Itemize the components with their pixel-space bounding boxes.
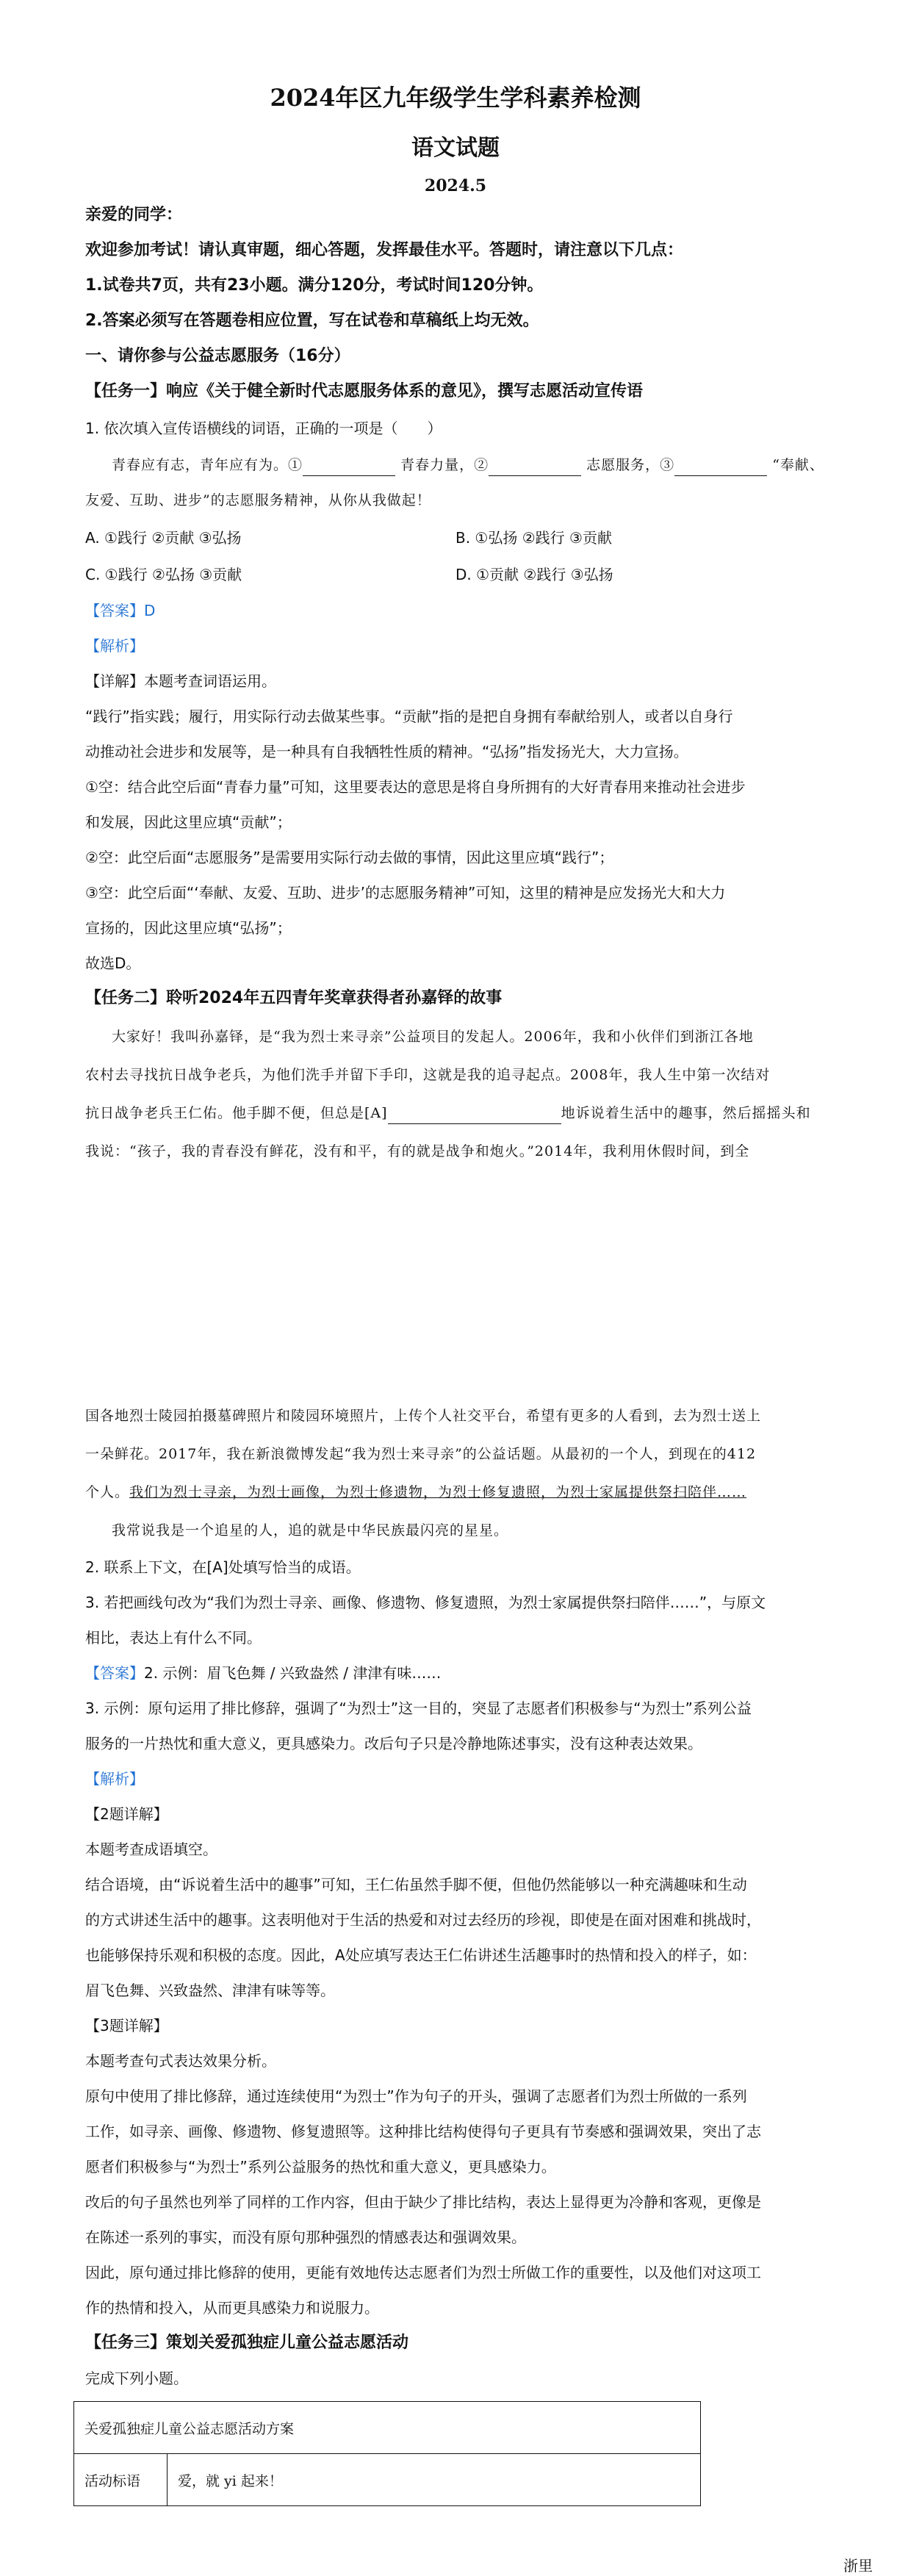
task3-instruction: 完成下列小题。 [85, 2370, 188, 2387]
detail-3-line1: 本题考查句式表达效果分析。 [85, 2052, 276, 2070]
question-3-line1: 3. 若把画线句改为“我们为烈士寻亲、画像、修遗物、修复遗照，为烈士家属提供祭扫陪伴……”，与原文 [85, 1594, 766, 1611]
detail-3-line5: 改后的句子虽然也列举了同样的工作内容，但由于缺少了排比结构，表达上显得更为冷静和客观，更像是 [85, 2193, 761, 2211]
task1-detail-2: “践行”指实践；履行，用实际行动去做某些事。“贡献”指的是把自身拥有奉献给别人，或者以自身行 [85, 708, 733, 725]
exam-title: 2024年区九年级学生学科素养检测 [270, 84, 641, 112]
rule-1: 1.试卷共7页，共有23小题。满分120分，考试时间120分钟。 [85, 276, 544, 295]
detail-3-line2: 原句中使用了排比修辞，通过连续使用“为烈士”作为句子的开头，强调了志愿者们为烈士所做的一系列 [85, 2087, 747, 2105]
slogan-passage-line2: 友爱、互助、进步”的志愿服务精神，从你从我做起！ [85, 492, 431, 508]
task2-answer-text: 2. 示例：眉飞色舞 / 兴致盎然 / 津津有味…… [144, 1664, 442, 1682]
detail-3-line6: 在陈述一系列的事实，而没有原句那种强烈的情感表达和强调效果。 [85, 2228, 526, 2246]
task1-detail-1: 【详解】本题考查词语运用。 [85, 672, 276, 690]
story-line-8: 我常说我是一个追星的人，追的就是中华民族最闪亮的星星。 [112, 1522, 509, 1539]
task1-detail-5: 和发展，因此这里应填“贡献”； [85, 813, 292, 831]
passage-part-1: 青春应有志，青年应有为。① [112, 457, 303, 473]
option-a: A. ①践行 ②贡献 ③弘扬 [85, 529, 242, 547]
question-3-line2: 相比，表达上有什么不同。 [85, 1629, 262, 1647]
task1-detail-9: 故选D。 [85, 954, 141, 972]
blank-3 [674, 459, 767, 476]
section-heading: 一、请你参与公益志愿服务（16分） [85, 347, 350, 365]
question-2: 2. 联系上下文，在[A]处填写恰当的成语。 [85, 1558, 361, 1576]
story-line-7a: 个人。 [85, 1484, 130, 1500]
passage-part-4: “奉献、 [772, 457, 824, 473]
task1-answer: 【答案】D [85, 602, 156, 619]
task2-answer-label: 【答案】 [85, 1664, 144, 1682]
detail-3-line3: 工作，如寻亲、画像、修遗物、修复遗照等。这种排比结构使得句子更具有节奏感和强调效果，突出了志 [85, 2123, 761, 2140]
exam-subtitle: 语文试题 [411, 135, 500, 161]
task1-detail-4: ①空：结合此空后面“青春力量”可知，这里要表达的意思是将自身所拥有的大好青春用来推动社会进步 [85, 778, 746, 796]
story-line-7 [85, 1481, 860, 1503]
story-line-2: 农村去寻找抗日战争老兵，为他们洗手并留下手印，这就是我的追寻起点。2008年，我人生中第一次结对 [85, 1067, 771, 1083]
task3-title: 【任务三】策划关爱孤独症儿童公益志愿活动 [85, 2334, 409, 2352]
answer-3-line1: 3. 示例：原句运用了排比修辞，强调了“为烈士”这一目的，突显了志愿者们积极参与“为烈士”系列公益 [85, 1699, 752, 1717]
task1-analysis-tag: 【解析】 [85, 637, 144, 655]
blank-2 [489, 459, 581, 476]
task1-detail-6: ②空：此空后面“志愿服务”是需要用实际行动去做的事情，因此这里应填“践行”； [85, 849, 614, 866]
plan-table-title: 关爱孤独症儿童公益志愿活动方案 [74, 2402, 701, 2454]
task2-title: 【任务二】聆听2024年五四青年奖章获得者孙嘉铎的故事 [85, 989, 503, 1007]
answer-3-line2: 服务的一片热忱和重大意义，更具感染力。改后句子只是冷静地陈述事实，没有这种表达效果。 [85, 1735, 702, 1752]
story-line-5: 国各地烈士陵园拍摄墓碑照片和陵园环境照片，上传个人社交平台，希望有更多的人看到，去为烈士送上 [85, 1408, 762, 1424]
exam-date: 2024.5 [424, 176, 487, 195]
detail-2-line1: 本题考查成语填空。 [85, 1841, 217, 1858]
task1-title: 【任务一】响应《关于健全新时代志愿服务体系的意见》，撰写志愿活动宣传语 [85, 382, 644, 400]
option-d: D. ①贡献 ②践行 ③弘扬 [455, 566, 613, 583]
detail-2-line3: 的方式讲述生活中的趣事。这表明他对于生活的热爱和对过去经历的珍视，即使是在面对困难和挑战时， [85, 1911, 761, 1929]
passage-part-3: 志愿服务，③ [586, 457, 675, 473]
greeting: 亲爱的同学： [85, 206, 183, 224]
task2-analysis-tag: 【解析】 [85, 1770, 144, 1788]
task1-detail-3: 动推动社会进步和发展等，是一种具有自我牺牲性质的精神。“弘扬”指发扬光大，大力宣扬。 [85, 743, 688, 760]
table-row [74, 2402, 701, 2454]
rule-2: 2.答案必须写在答题卷相应位置，写在试卷和草稿纸上均无效。 [85, 312, 539, 330]
blank-1 [303, 459, 395, 476]
passage-part-2: 青春力量，② [400, 457, 489, 473]
detail-2-line4: 也能够保持乐观和积极的态度。因此，A处应填写表达王仁佑讲述生活趣事时的热情和投入的样子，如： [85, 1946, 757, 1964]
detail-2-line5: 眉飞色舞、兴致盎然、津津有味等等。 [85, 1982, 335, 1999]
story-line-1: 大家好！我叫孙嘉铎，是“我为烈士来寻亲”公益项目的发起人。2006年，我和小伙伴们到浙江各地 [112, 1029, 754, 1045]
option-c: C. ①践行 ②弘扬 ③贡献 [85, 566, 242, 583]
table-row [74, 2454, 701, 2506]
task1-detail-8: 宣扬的，因此这里应填“弘扬”； [85, 919, 292, 937]
task1-detail-7: ③空：此空后面“‘奉献、友爱、互助、进步’的志愿服务精神”可知，这里的精神是应发扬光大和大力 [85, 884, 726, 902]
slogan-value-cell: 爱，就 yi 起来！ [168, 2454, 701, 2506]
detail-3-tag: 【3题详解】 [85, 2017, 168, 2034]
story-line-3b: 地诉说着生活中的趣事，然后摇摇头和 [561, 1105, 811, 1121]
story-line-3a: 抗日战争老兵王仁佑。他手脚不便，但总是[A] [85, 1105, 388, 1121]
blank-a [388, 1107, 561, 1124]
detail-3-line7: 因此，原句通过排比修辞的使用，更能有效地传达志愿者们为烈士所做工作的重要性，以及他们对这项工 [85, 2264, 761, 2281]
detail-2-line2: 结合语境，由“诉说着生活中的趣事”可知，王仁佑虽然手脚不便，但他仍然能够以一种充满趣味和生动 [85, 1876, 747, 1893]
slogan-passage-line1 [112, 454, 860, 476]
option-b: B. ①弘扬 ②践行 ③贡献 [455, 529, 612, 547]
activity-plan-table [73, 2401, 701, 2506]
story-line-4: 我说：“孩子，我的青春没有鲜花，没有和平，有的就是战争和炮火。”2014年，我利用休假时间，到全 [85, 1143, 750, 1159]
task2-answer [85, 1662, 860, 1684]
detail-3-line4: 愿者们积极参与“为烈士”系列公益服务的热忱和重大意义，更具感染力。 [85, 2158, 556, 2176]
underlined-sentence: 我们为烈士寻亲，为烈士画像，为烈士修遗物，为烈士修复遗照，为烈士家属提供祭扫陪伴…… [129, 1484, 747, 1500]
question-1: 1. 依次填入宣传语横线的词语，正确的一项是（ ） [85, 420, 442, 437]
detail-2-tag: 【2题详解】 [85, 1805, 168, 1823]
story-line-3 [85, 1102, 860, 1124]
welcome-text: 欢迎参加考试！请认真审题，细心答题，发挥最佳水平。答题时，请注意以下几点： [85, 241, 684, 259]
story-line-6: 一朵鲜花。2017年，我在新浪微博发起“我为烈士来寻亲”的公益话题。从最初的一个人，到现在的412 [85, 1446, 757, 1462]
detail-3-line8: 作的热情和投入，从而更具感染力和说服力。 [85, 2299, 379, 2317]
slogan-label-cell: 活动标语 [74, 2454, 168, 2506]
footer-watermark: 浙里 [843, 2557, 873, 2575]
